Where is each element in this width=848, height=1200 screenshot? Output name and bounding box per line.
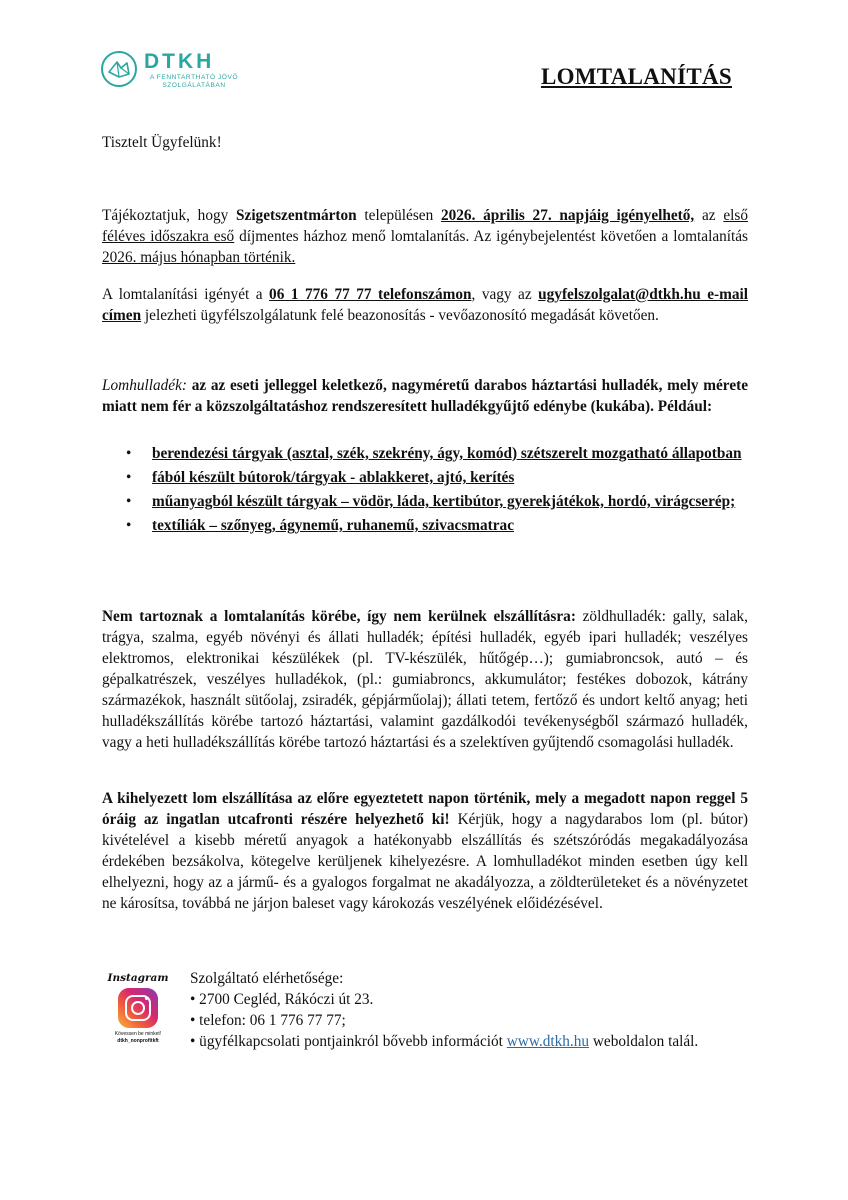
period-text: első féléves időszakra eső — [102, 207, 748, 245]
list-item: • műanyagból készült tárgyak – vödör, láda, kertibútor, gyerekjátékok, hordó, virágcserép; — [152, 491, 798, 512]
exclusions-lead: Nem tartoznak a lomtalanítás körébe, így nem kerülnek elszállításra: — [102, 608, 576, 625]
town-name: Szigetszentmárton — [236, 207, 357, 224]
intro-paragraph: Tájékoztatjuk, hogy Szigetszentmárton településen 2026. április 27. napjáig igényelhető, az első féléves időszakra eső díjmentes házhoz menő lomtalanítás. Az igénybejelentést követően a lomtalanítás 2026. május hónapban történik. — [102, 207, 749, 266]
contact-address: • 2700 Cegléd, Rákóczi út 23. — [190, 991, 374, 1008]
definition-text: az az eseti jelleggel keletkező, nagyméretű darabos háztartási hulladék, mely mérete miatt nem fér a közszolgáltatáshoz rendszeresített hulladékgyűjtő edénybe (kukába). Például: — [102, 377, 748, 415]
list-item: • textíliák – szőnyeg, ágynemű, ruhanemű, szivacsmatrac — [152, 515, 798, 536]
list-item: • berendezési tárgyak (asztal, szék, szekrény, ágy, komód) szétszerelt mozgatható állapotban — [152, 443, 798, 464]
list-item: • fából készült bútorok/tárgyak - ablakkeret, ajtó, kerítés — [152, 467, 798, 488]
contact-phone: • telefon: 06 1 776 77 77; — [190, 1012, 346, 1029]
collection-lead: A kihelyezett lom elszállítása az előre egyeztetett napon történik, mely a megadott napon reggel 5 óráig az ingatlan utcafronti részére helyezhető ki! — [102, 790, 748, 828]
instagram-handle: dtkh_nonprofitkft — [117, 1038, 159, 1044]
collection-paragraph: A kihelyezett lom elszállítása az előre egyeztetett napon történik, mely a megadott napon reggel 5 óráig az ingatlan utcafronti részére helyezhető ki! Kérjük, hogy a nagydarabos lom (pl. bútor) kivételével a kisebb méretű anyagok a hatékonyabb elszállítás és szétszóródás megakadályozása érdekében bezsákolva, kötegelve kerüljenek kihelyezésre. A lomhulladékot minden esetben úgy kell elhelyezni, hogy az a jármű- és a gyalogos forgalmat ne akadályozza, a zöldterületeket és a növényzetet ne károsítsa, továbbá ne járjon baleset vagy károkozás veszélyének előidézésével. — [102, 790, 748, 912]
definition-term: Lomhulladék: — [102, 377, 187, 394]
dtkh-logo-icon — [100, 50, 138, 88]
page-title: LOMTALANÍTÁS — [540, 64, 732, 89]
deadline-text: 2026. április 27. napjáig igényelhető, — [440, 207, 695, 224]
definition-paragraph — [102, 375, 748, 417]
instagram-follow-text: Kövessen be minket! — [114, 1031, 162, 1037]
greeting: Tisztelt Ügyfelünk! — [102, 134, 222, 151]
website-link[interactable]: www.dtkh.hu — [506, 1033, 590, 1050]
company-logo — [100, 50, 240, 94]
email-address: ugyfelszolgalat@dtkh.hu e-mail címen — [102, 286, 748, 324]
instagram-wordmark: Instagram — [107, 972, 169, 984]
month-text: 2026. május hónapban történik. — [102, 249, 296, 266]
contact-heading: Szolgáltató elérhetősége: — [190, 970, 344, 987]
examples-list — [102, 443, 798, 539]
provider-contact — [190, 968, 750, 1052]
exclusions-paragraph: Nem tartoznak a lomtalanítás körébe, így nem kerülnek elszállításra: zöldhulladék: gally, salak, trágya, szalma, egyéb növényi és állati hulladék; építési hulladék, egyéb ipari hulladék; veszélyes elektromos, elektronikai készülékek (pl. TV-készülék, hűtőgép…); gumiabroncsok, autó – és gépalkatrészek, veszélyes hulladékok, (pl.: gumiabroncs, akkumulátor; festékes dobozok, kátrány származékok, használt sütőolaj, zsiradék, gépjárműolaj); állati tetem, fertőző és undort keltő anyag; heti hulladékszállítás körébe tartozó háztartási, valamint gazdálkodói tevékenységből származó hulladék, vagy a heti hulladékszállítás körébe tartozó háztartási és a szelektíven gyűjtendő csomagolási hulladék. — [102, 608, 749, 751]
phone-number: 06 1 776 77 77 telefonszámon — [269, 286, 472, 303]
logo-name: DTKH — [144, 50, 215, 73]
contact-info: • ügyfélkapcsolati pontjainkról bővebb információt www.dtkh.hu weboldalon talál. — [190, 1033, 699, 1050]
instagram-block[interactable] — [106, 972, 170, 1045]
instagram-icon[interactable] — [118, 988, 158, 1028]
contact-paragraph: A lomtalanítási igényét a 06 1 776 77 77 telefonszámon, vagy az ugyfelszolgalat@dtkh.hu e-mail címen jelezheti ügyfélszolgálatunk felé beazonosítás - vevőazonosító megadását követően. — [102, 286, 748, 324]
logo-tagline: A FENNTARTHATÓ JÖVŐ SZOLGÁLATÁBAN — [149, 74, 239, 89]
